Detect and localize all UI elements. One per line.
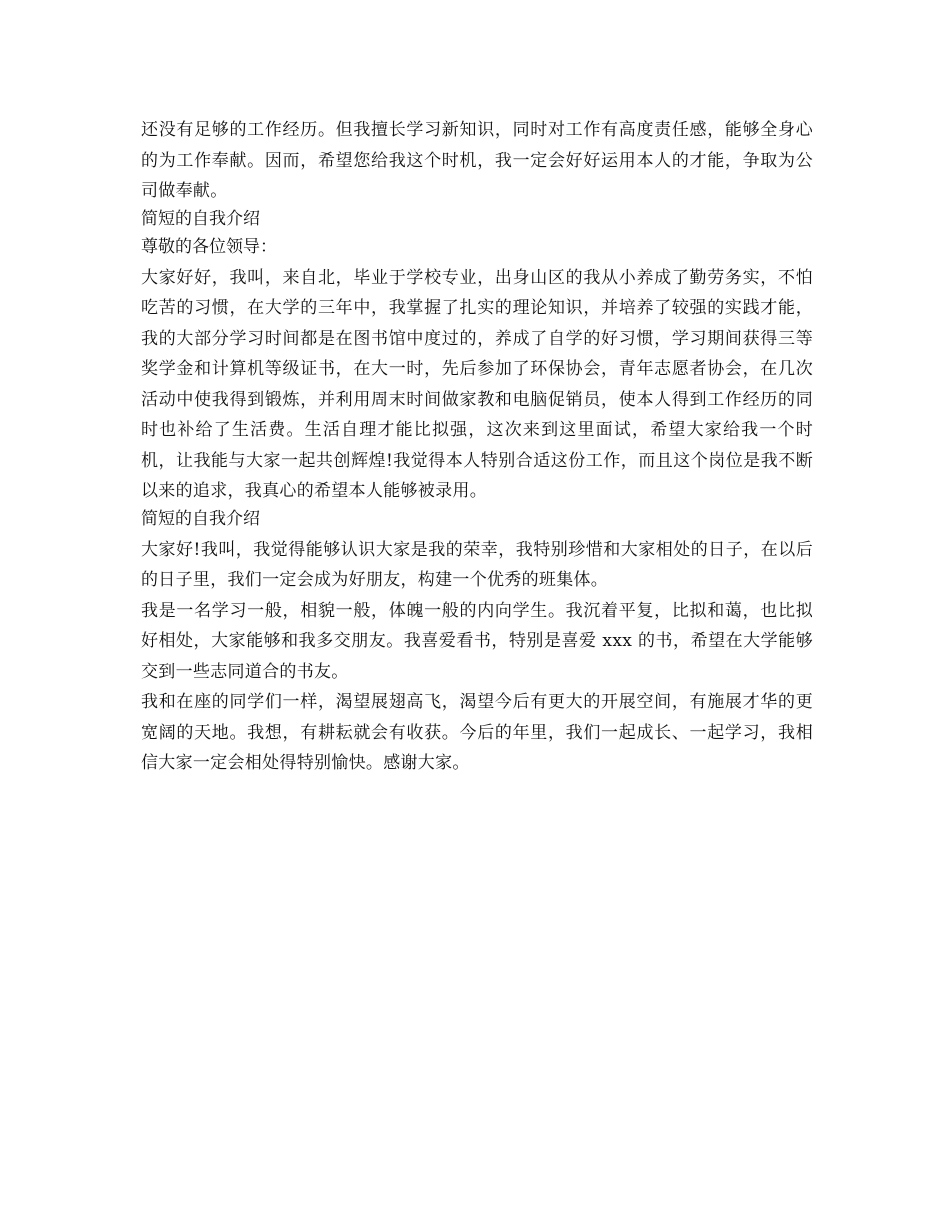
greeting-line: 尊敬的各位领导： [141,236,277,257]
paragraph-1: 还没有足够的工作经历。但我擅长学习新知识，同时对工作有高度责任感，能够全身心的为工作奉献。因而，希望您给我这个时机，我一定会好好运用本人的才能，争取为公司做奉献。 [141,120,813,201]
section-heading-1: 简短的自我介绍 [141,208,260,229]
paragraph-2: 大家好好，我叫，来自北，毕业于学校专业，出身山区的我从小养成了勤劳务实，不怕吃苦的习惯，在大学的三年中，我掌握了扎实的理论知识，并培养了较强的实践才能，我的大部分学习时间都是在图书馆中度过的，养成了自学的好习惯，学习期间获得三等奖学金和计算机等级证书，在大一时，先后参加了环保协会，青年志愿者协会，在几次活动中使我得到锻炼，并利用周末时间做家教和电脑促销员，使本人得到工作经历的同时也补给了生活费。生活自理才能比拟强，这次来到这里面试，希望大家给我一个时机，让我能与大家一起共创辉煌!我觉得本人特别合适这份工作，而且这个岗位是我不断以来的追求，我真心的希望本人能够被录用。 [141,267,813,501]
paragraph-3: 大家好!我叫，我觉得能够认识大家是我的荣幸，我特别珍惜和大家相处的日子，在以后的日子里，我们一定会成为好朋友，构建一个优秀的班集体。 [141,539,813,590]
paragraph-4: 我是一名学习一般，相貌一般，体魄一般的内向学生。我沉着平复，比拟和蔼，也比拟好相处，大家能够和我多交朋友。我喜爱看书，特别是喜爱 xxx 的书，希望在大学能够交到一些志同道合的书友。 [141,600,813,682]
document-body [141,115,813,779]
section-heading-2: 简短的自我介绍 [141,508,260,529]
paragraph-5: 我和在座的同学们一样，渴望展翅高飞，渴望今后有更大的开展空间，有施展才华的更宽阔的天地。我想，有耕耘就会有收获。今后的年里，我们一起成长、一起学习，我相信大家一定会相处得特别愉快。感谢大家。 [141,692,813,773]
